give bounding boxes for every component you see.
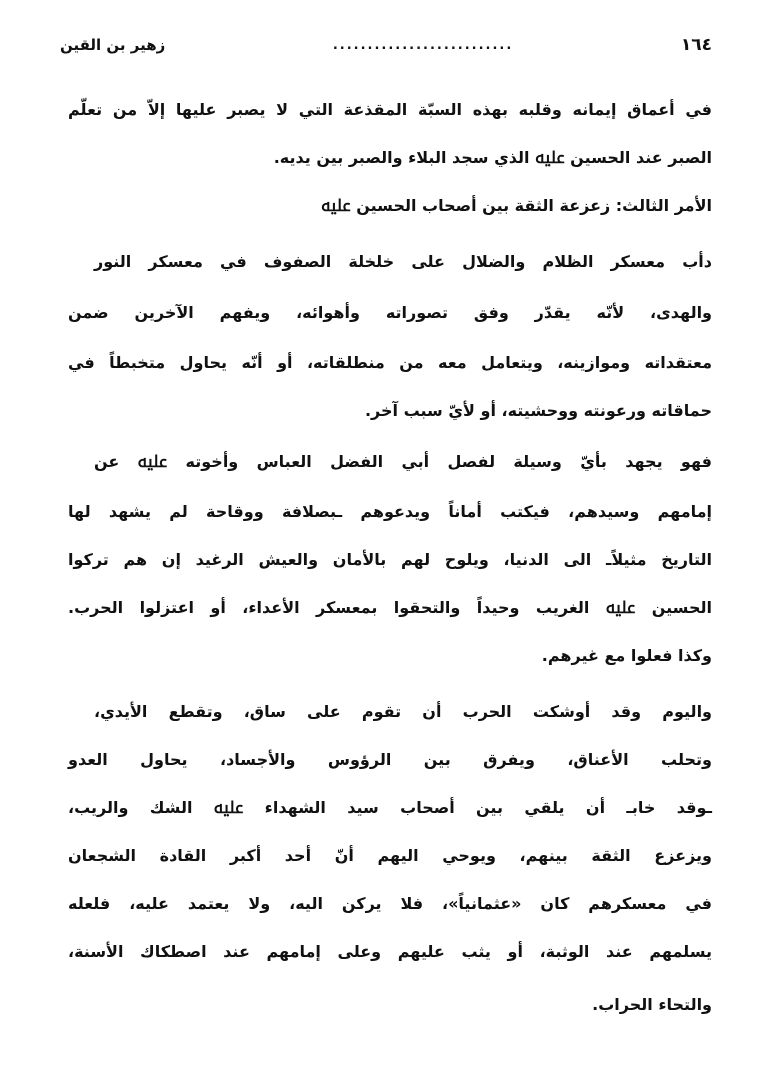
text-line: التاريخ مثيلاًـ الى الدنيا، ويلوح لهم بالأمان والعيش الرغيد إن هم تركوا — [68, 550, 712, 569]
running-header — [60, 30, 712, 60]
text-line: وتحلب الأعناق، ويفرق بين الرؤوس والأجساد، يحاول العدو — [68, 750, 712, 769]
text-line: وكذا فعلوا مع غيرهم. — [541, 646, 712, 665]
text-line: والهدى، لأنّه يقدّر وفق تصوراته وأهوائه، ويفهم الآخرين ضمن — [68, 303, 712, 322]
header-dot-leader: .......................... — [332, 37, 514, 53]
text-line: ويزعزع الثقة بينهم، ويوحي اليهم أنّ أحد أكبر القادة الشجعان — [68, 846, 712, 865]
text-line: دأب معسكر الظلام والضلال على خلخلة الصفوف في معسكر النور — [94, 252, 712, 271]
text-line: الحسين ﷷ الغريب وحيداً والتحقوا بمعسكر الأعداء، أو اعتزلوا الحرب. — [68, 598, 712, 617]
text-line: الصبر عند الحسين ﷷ الذي سجد البلاء والصبر بين يديه. — [273, 148, 712, 167]
text-line: والتحاء الحراب. — [592, 995, 712, 1014]
text-line: حماقاته ورعونته ووحشيته، أو لأيّ سبب آخر. — [364, 401, 712, 420]
text-line: إمامهم وسيدهم، فيكتب أماناً ويدعوهم ـبصلافة ووقاحة لم يشهد لها — [68, 502, 712, 521]
text-line: معتقداته وموازينه، ويتعامل معه من منطلقاته، أو أنّه يحاول متخبطاً في — [68, 353, 712, 372]
text-line: في أعماق إيمانه وقلبه بهذه السبّة المقذعة التي لا يصبر عليها إلاّ من تعلّم — [68, 100, 712, 119]
text-line: يسلمهم عند الوثبة، أو يثب عليهم وعلى إمامهم عند اصطكاك الأسنة، — [68, 942, 712, 961]
section-heading: الأمر الثالث: زعزعة الثقة بين أصحاب الحسين ﷷ — [321, 196, 712, 215]
text-line: في معسكرهم كان «عثمانياً»، فلا يركن اليه، ولا يعتمد عليه، فلعله — [68, 894, 712, 913]
text-line: فهو يجهد بأيّ وسيلة لفصل أبي الفضل العباس وأخوته ﷷ عن — [94, 452, 712, 471]
page-number: ١٦٤ — [680, 35, 712, 55]
text-line: ـوقد خابـ أن يلقي بين أصحاب سيد الشهداء ﷷ الشك والريب، — [68, 798, 712, 817]
header-title: زهير بن القين — [60, 36, 166, 54]
text-line: واليوم وقد أوشكت الحرب أن تقوم على ساق، وتقطع الأيدي، — [94, 702, 712, 721]
